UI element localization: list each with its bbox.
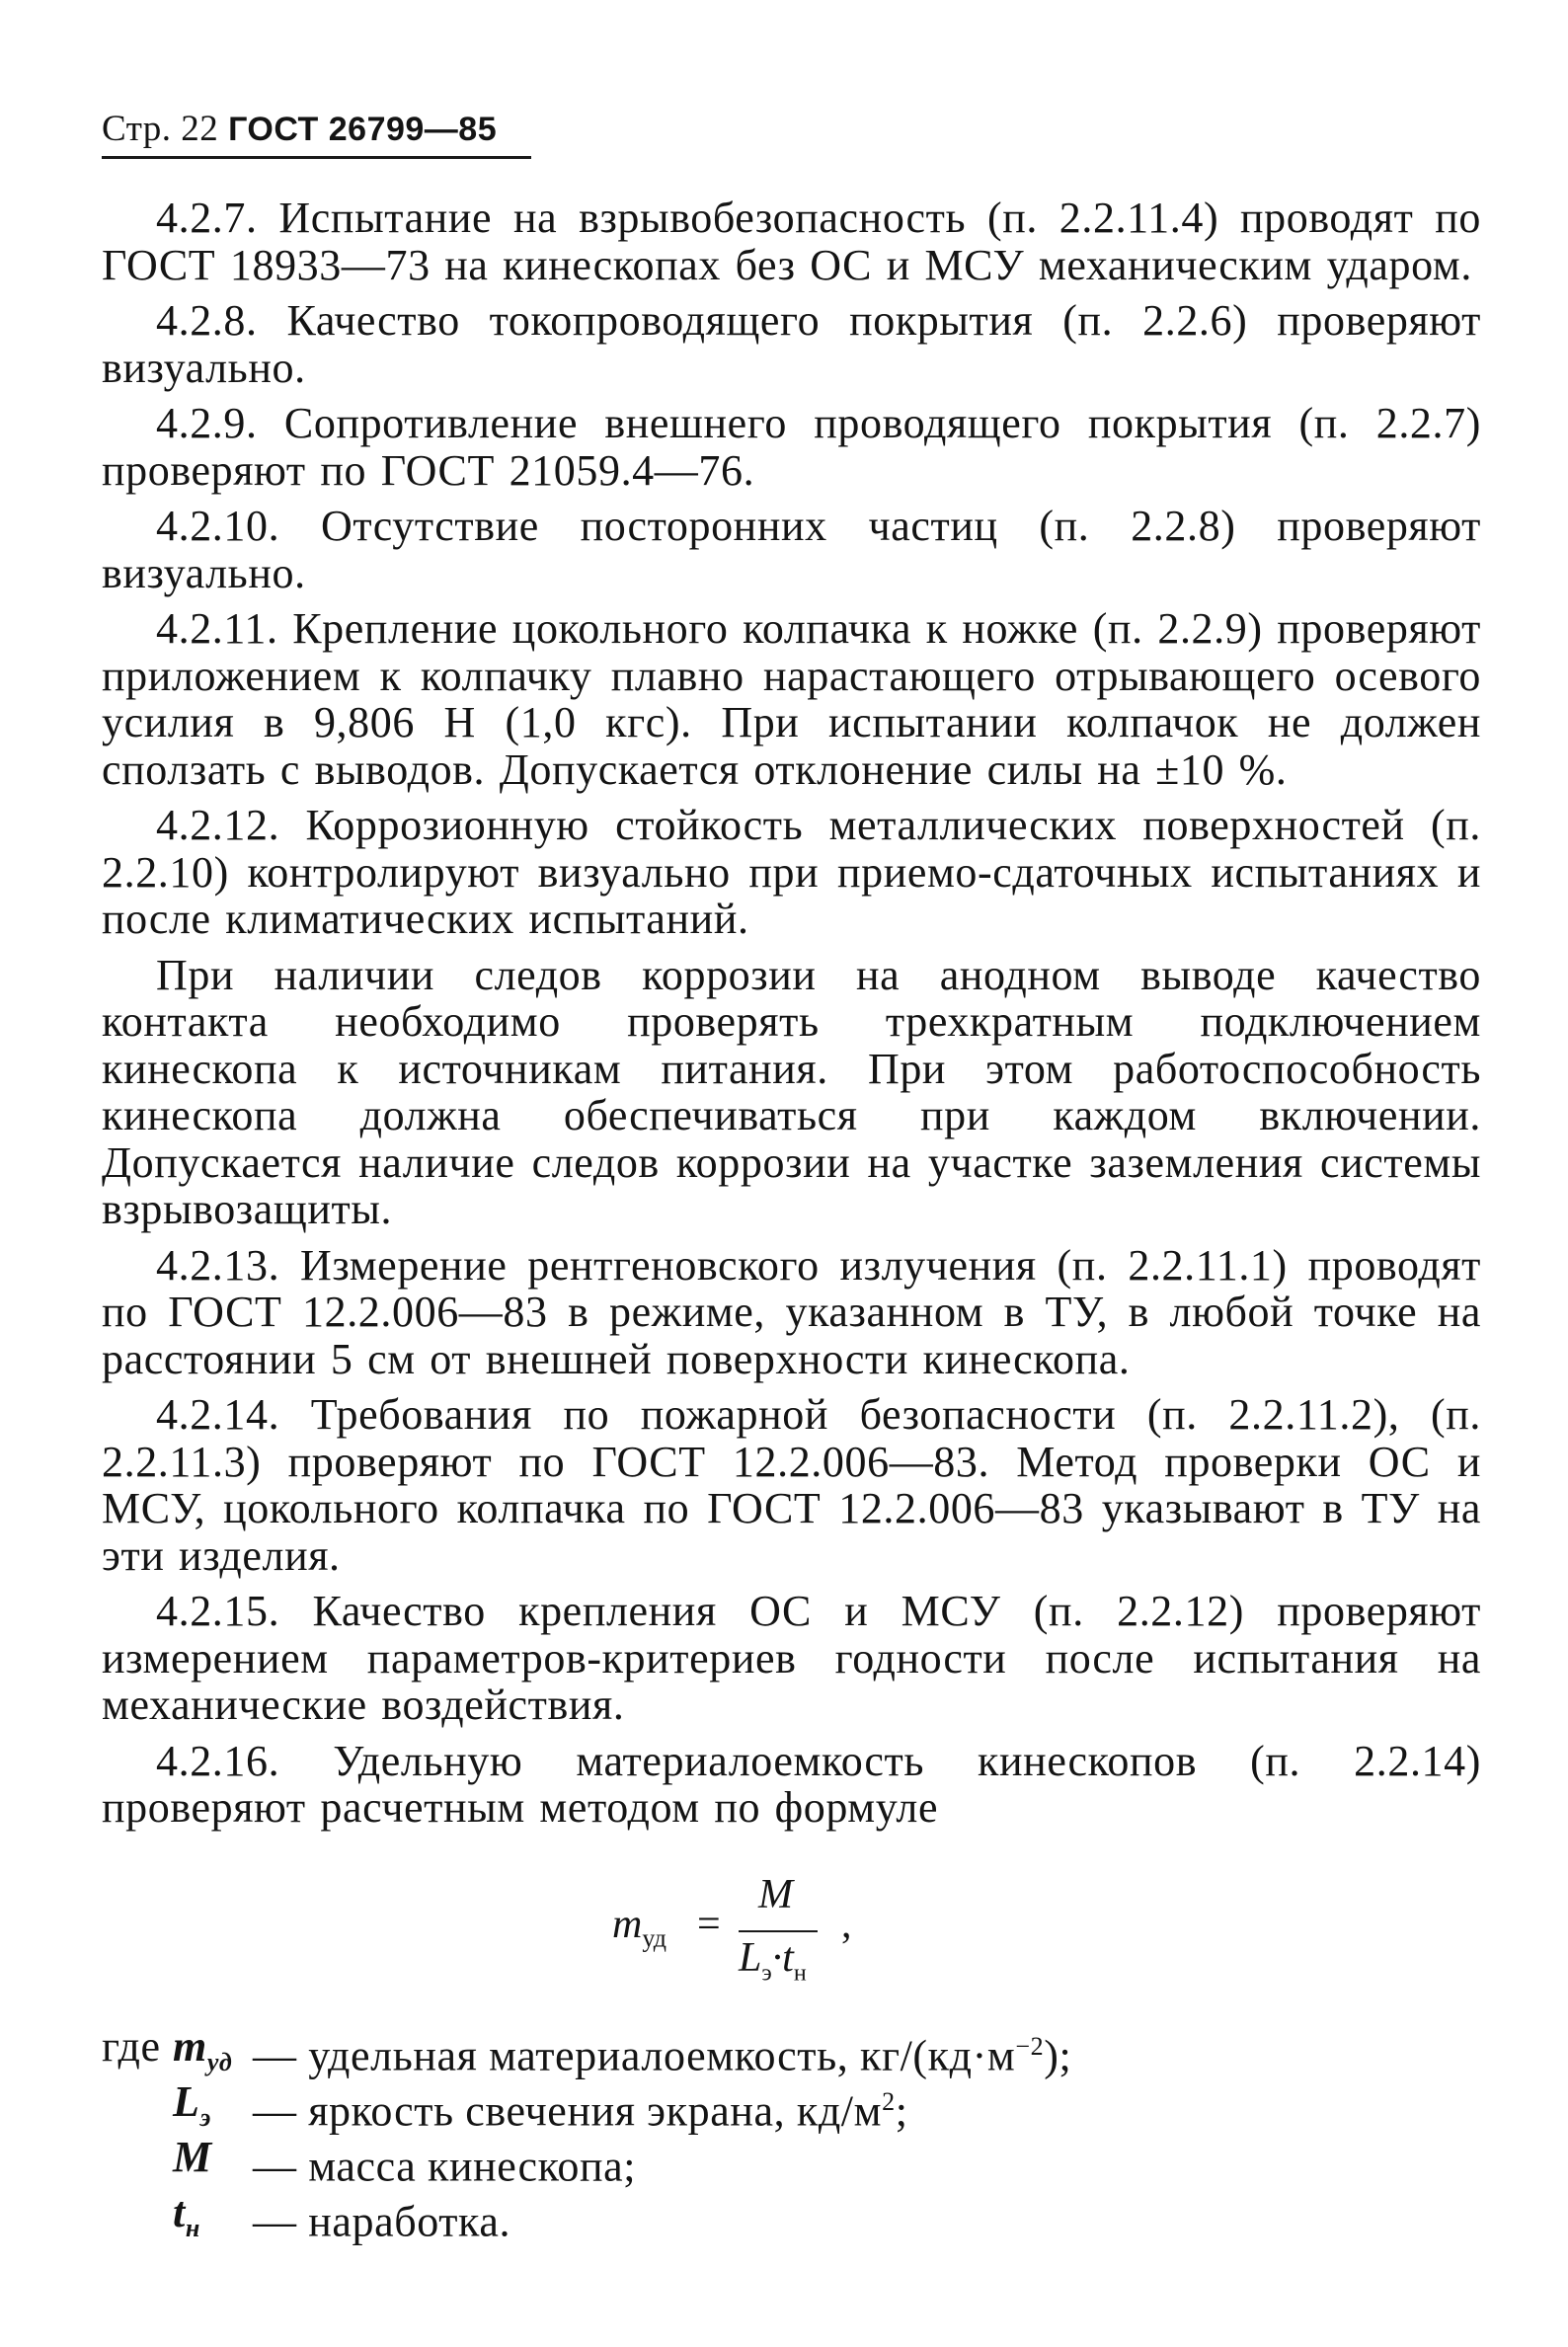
formula-comma: , — [841, 1902, 852, 1947]
legend-description-text: — масса кинескопа; — [253, 2142, 637, 2191]
legend-symbol-letter: t — [173, 2188, 186, 2236]
formula-lhs — [612, 1901, 666, 1953]
legend-symbol — [173, 2185, 200, 2256]
material-intensity-formula — [612, 1871, 948, 1987]
fraction-line — [739, 1930, 818, 1932]
standard-title: ГОСТ 26799—85 — [228, 111, 498, 148]
legend-description-sup: 2 — [882, 2087, 896, 2116]
paragraph-4-2-15: 4.2.15. Качество крепления ОС и МСУ (п. 2.2.12) проверяют измерением параметров-критериев годности после испытания на механические воздействия. — [102, 1587, 1481, 1729]
legend-symbol-letter: L — [173, 2077, 200, 2126]
legend-description-tail: ; — [895, 2086, 908, 2136]
legend-description-text: — яркость свечения экрана, кд/м — [253, 2086, 883, 2136]
legend-description-tail: ); — [1044, 2031, 1072, 2080]
denominator-l: L — [739, 1935, 762, 1981]
formula-equals: = — [697, 1902, 721, 1947]
legend-where-label: где — [102, 2022, 161, 2071]
paragraph-4-2-10: 4.2.10. Отсутствие посторонних частиц (п. 2.2.8) проверяют визуально. — [102, 502, 1481, 597]
paragraph-4-2-9: 4.2.9. Сопротивление внешнего проводящего покрытия (п. 2.2.7) проверяют по ГОСТ 21059.4—76. — [102, 399, 1481, 495]
legend-symbol-subscript: уд — [206, 2047, 233, 2076]
formula-lhs-symbol: m — [612, 1902, 643, 1947]
page-number-label: Стр. 22 — [102, 109, 219, 149]
denominator-l-sub: э — [761, 1960, 772, 1987]
denominator-t-sub: н — [793, 1960, 807, 1987]
paragraph-4-2-14: 4.2.14. Требования по пожарной безопасности (п. 2.2.11.2), (п. 2.2.11.3) проверяют по ГОСТ 12.2.006—83. Метод проверки ОС и МСУ, цокольного колпачка по ГОСТ 12.2.006—83 указывают в ТУ на эти изделия. — [102, 1390, 1481, 1580]
legend-symbol-subscript: н — [185, 2213, 200, 2242]
paragraph-4-2-7: 4.2.7. Испытание на взрывобезопасность (п. 2.2.11.4) проводят по ГОСТ 18933—73 на кинескопах без ОС и МСУ механическим ударом. — [102, 194, 1481, 289]
legend-description-text: — удельная материалоемкость, кг/(кд·м — [253, 2031, 1016, 2080]
paragraph-4-2-12: 4.2.12. Коррозионную стойкость металлических поверхностей (п. 2.2.10) контролируют визуально при приемо-сдаточных испытаниях и после климатических испытаний. — [102, 801, 1481, 943]
legend-description-sup: −2 — [1015, 2032, 1045, 2061]
legend-symbol-letter: M — [173, 2133, 212, 2181]
denominator-dot: · — [771, 1935, 783, 1981]
page-header — [102, 111, 497, 147]
document-body — [102, 195, 1481, 1840]
formula-lhs-subscript: уд — [642, 1923, 666, 1953]
legend-description — [253, 2185, 510, 2250]
legend-symbol-subscript: э — [199, 2102, 211, 2132]
header-rule — [102, 156, 531, 159]
formula-denominator — [739, 1934, 807, 1987]
legend-symbol-letter: m — [173, 2022, 207, 2071]
denominator-t: t — [782, 1935, 794, 1981]
paragraph-4-2-8: 4.2.8. Качество токопроводящего покрытия (п. 2.2.6) проверяют визуально. — [102, 296, 1481, 392]
paragraph-4-2-13: 4.2.13. Измерение рентгеновского излучения (п. 2.2.11.1) проводят по ГОСТ 12.2.006—83 в режиме, указанном в ТУ, в любой точке на расстоянии 5 см от внешней поверхности кинескопа. — [102, 1240, 1481, 1383]
paragraph-corrosion-note: При наличии следов коррозии на анодном выводе качество контакта необходимо проверять трехкратным подключением кинескопа к источникам питания. При этом работоспособность кинескопа должна обеспечиваться при каждом включении. Допускается наличие следов коррозии на участке заземления системы взрывозащиты. — [102, 950, 1481, 1233]
formula-numerator: M — [758, 1872, 793, 1917]
paragraph-4-2-11: 4.2.11. Крепление цокольного колпачка к ножке (п. 2.2.9) проверяют приложением к колпачку плавно нарастающего отрывающего осевого усилия в 9,806 Н (1,0 кгс). При испытании колпачок не должен сползать с выводов. Допускается отклонение силы на ±10 %. — [102, 604, 1481, 794]
paragraph-4-2-16: 4.2.16. Удельную материалоемкость кинескопов (п. 2.2.14) проверяют расчетным методом по формуле — [102, 1736, 1481, 1832]
legend-description-text: — наработка. — [253, 2197, 511, 2246]
